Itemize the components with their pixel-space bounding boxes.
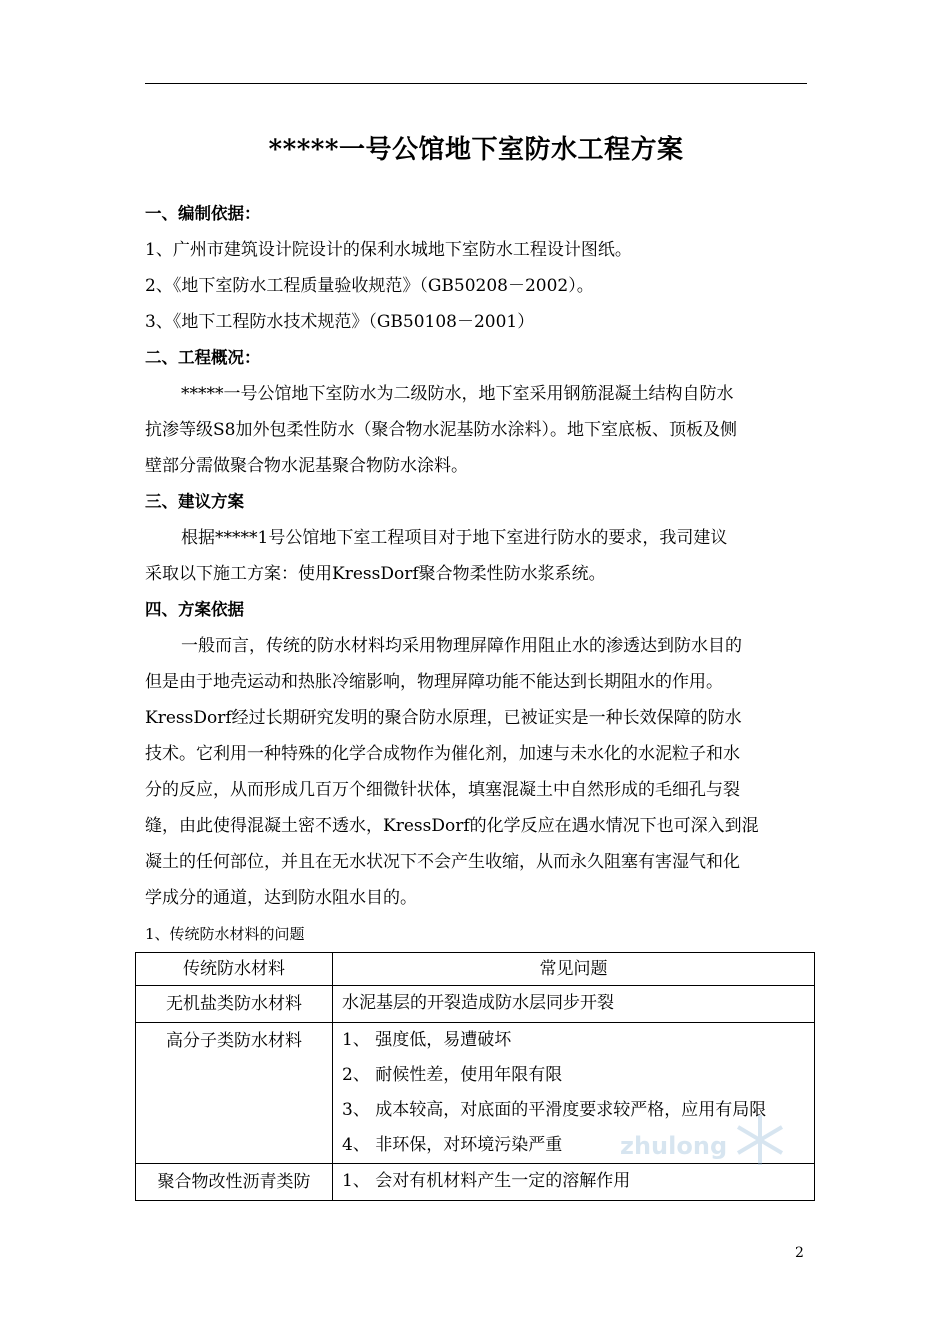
section-4-line-8: 学成分的通道，达到防水阻水目的。 — [145, 888, 417, 908]
section-2-heading: 二、工程概况： — [145, 348, 261, 367]
section-3-heading: 三、建议方案 — [145, 492, 244, 511]
table-header-material: 传统防水材料 — [136, 953, 333, 986]
watermark — [620, 1110, 800, 1170]
table-cell-material: 聚合物改性沥青类防 — [136, 1164, 333, 1201]
header-rule — [145, 83, 807, 84]
section-3-line-1: 根据*****1号公馆地下室工程项目对于地下室进行防水的要求，我司建议 — [181, 528, 728, 548]
section-4-line-2: 但是由于地壳运动和热胀冷缩影响，物理屏障功能不能达到长期阻水的作用。 — [145, 672, 723, 692]
watermark-text: zhulong — [620, 1132, 728, 1160]
table-header-row — [136, 953, 815, 986]
issue-item: 水泥基层的开裂造成防水层同步开裂 — [342, 993, 614, 1013]
section-2-line-3: 壁部分需做聚合物水泥基聚合物防水涂料。 — [145, 456, 468, 476]
issue-item: 3、 成本较高，对底面的平滑度要求较严格，应用有局限 — [342, 1100, 767, 1120]
table-row — [136, 986, 815, 1023]
section-1-item-2: 2、《地下室防水工程质量验收规范》（GB50208－2002）。 — [145, 276, 594, 296]
table-cell-material: 无机盐类防水材料 — [136, 986, 333, 1023]
table-header-issues: 常见问题 — [333, 953, 815, 986]
document-body — [145, 196, 807, 950]
issue-item: 2、 耐候性差，使用年限有限 — [342, 1065, 563, 1085]
section-3-line-2: 采取以下施工方案：使用KressDorf聚合物柔性防水浆系统。 — [145, 564, 606, 584]
page-number: 2 — [795, 1245, 804, 1261]
section-4-line-3: KressDorf经过长期研究发明的聚合防水原理，已被证实是一种长效保障的防水 — [145, 708, 742, 728]
issue-item: 1、 强度低，易遭破坏 — [342, 1030, 512, 1050]
section-4-line-6: 缝，由此使得混凝土密不透水，KressDorf的化学反应在遇水情况下也可深入到混 — [145, 816, 759, 836]
section-4-heading: 四、方案依据 — [145, 600, 244, 619]
issue-item: 4、 非环保，对环境污染严重 — [342, 1135, 563, 1155]
table-cell-material: 高分子类防水材料 — [136, 1023, 333, 1164]
section-4-line-1: 一般而言，传统的防水材料均采用物理屏障作用阻止水的渗透达到防水目的 — [181, 636, 742, 656]
table-cell-issues — [333, 986, 815, 1023]
section-1-heading: 一、编制依据： — [145, 204, 261, 223]
snowflake-icon — [730, 1110, 790, 1170]
document-title: *****一号公馆地下室防水工程方案 — [268, 135, 684, 165]
table-caption: 1、传统防水材料的问题 — [145, 925, 305, 943]
section-1-item-3: 3、《地下工程防水技术规范》（GB50108－2001） — [145, 312, 535, 332]
issue-item: 1、 会对有机材料产生一定的溶解作用 — [342, 1171, 631, 1191]
section-1-item-1: 1、广州市建筑设计院设计的保利水城地下室防水工程设计图纸。 — [145, 240, 632, 260]
section-4-line-4: 技术。它利用一种特殊的化学合成物作为催化剂，加速与未水化的水泥粒子和水 — [145, 744, 740, 764]
section-2-line-1: *****一号公馆地下室防水为二级防水，地下室采用钢筋混凝土结构自防水 — [181, 384, 734, 404]
section-2-line-2: 抗渗等级S8加外包柔性防水（聚合物水泥基防水涂料）。地下室底板、顶板及侧 — [145, 420, 737, 440]
section-4-line-7: 凝土的任何部位，并且在无水状况下不会产生收缩，从而永久阻塞有害湿气和化 — [145, 852, 740, 872]
section-4-line-5: 分的反应，从而形成几百万个细微针状体，填塞混凝土中自然形成的毛细孔与裂 — [145, 780, 740, 800]
